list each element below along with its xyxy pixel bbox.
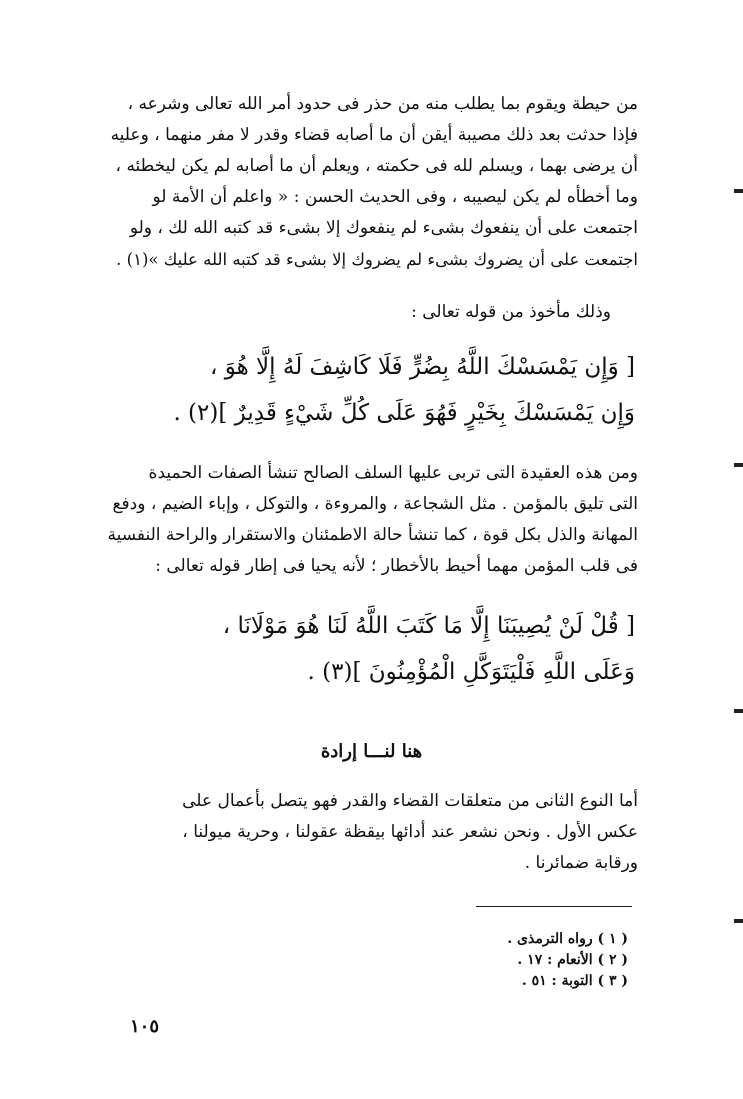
quote-line: [ وَإِن يَمْسَسْكَ اللَّهُ بِضُرٍّ فَلَا كَاشِفَ لَهُ إِلَّا هُوَ ، [209,354,635,380]
text-line: اجتمعت على أن يضروك بشىء لم يضروك إلا بشىء قد كتبه الله عليك »(١) . [116,250,638,269]
section-heading: هنا لنـــا إرادة [320,741,423,762]
text-line: من حيطة ويقوم بما يطلب منه من حذر فى حدود أمر الله تعالى وشرعه ، [127,94,638,114]
paragraph-aqida [106,458,638,582]
text-line: ومن هذه العقيدة التى تربى عليها السلف الصالح تنشأ الصفات الحميدة [148,463,638,483]
text-line: المهانة والذل بكل قوة ، كما تنشأ حالة الاطمئنان والاستقرار والراحة النفسية [107,525,638,545]
paragraph-second-type [106,786,638,879]
scan-edge-mark [734,463,743,467]
text-line: أن يرضى بهما ، ويسلم لله فى حكمته ، ويعلم أن ما أصابه لم يكن ليخطئه ، [115,156,638,176]
footnote-3: ( ٣ ) التوبة : ٥١ . [521,973,628,989]
scan-edge-mark [734,919,743,923]
footnote-1: ( ١ ) رواه الترمذى . [507,931,628,947]
quran-quote-tawba [111,603,635,695]
scan-edge-mark [734,709,743,713]
quote-line: [ قُلْ لَنْ يُصِيبَنَا إِلَّا مَا كَتَبَ اللَّهُ لَنَا هُوَ مَوْلَانَا ، [222,613,635,639]
text-line: وما أخطأه لم يكن ليصيبه ، وفى الحديث الحسن : « واعلم أن الأمة لو [152,187,638,207]
text-line: ورقابة ضمائرنا . [524,853,638,873]
text-line: عكس الأول . ونحن نشعر عند أدائها بيقظة عقولنا ، وحرية ميولنا ، [182,822,638,842]
text-line: أما النوع الثانى من متعلقات القضاء والقدر فهو يتصل بأعمال على [182,791,638,811]
footnote-2: ( ٢ ) الأنعام : ١٧ . [517,952,628,968]
quote-line: وَعَلَى اللَّهِ فَلْيَتَوَكَّلِ الْمُؤْمِنُونَ ](٣) . [307,659,635,685]
page-number: ١٠٥ [130,1016,160,1037]
paragraph-hadith [106,89,638,275]
text-line: فى قلب المؤمن مهما أحيط بالأخطار ؛ لأنه يحيا فى إطار قوله تعالى : [155,556,638,576]
quran-quote-anam [111,344,635,436]
scan-edge-mark [734,189,743,193]
intro-line: وذلك مأخوذ من قوله تعالى : [411,302,611,322]
text-line: اجتمعت على أن ينفعوك بشىء لم ينفعوك إلا بشىء قد كتبه الله لك ، ولو [129,218,638,238]
quote-line: وَإِن يَمْسَسْكَ بِخَيْرٍ فَهُوَ عَلَى كُلِّ شَيْءٍ قَدِيرٌ ](٢) . [173,400,635,426]
text-line: فإذا حدثت بعد ذلك مصيبة أيقن أن ما أصابه قضاء وقدر لا مفر منهما ، وعليه [110,125,638,145]
footnote-divider [476,906,632,907]
text-line: التى تليق بالمؤمن . مثل الشجاعة ، والمروءة ، والتوكل ، وإباء الضيم ، ودفع [112,494,638,514]
